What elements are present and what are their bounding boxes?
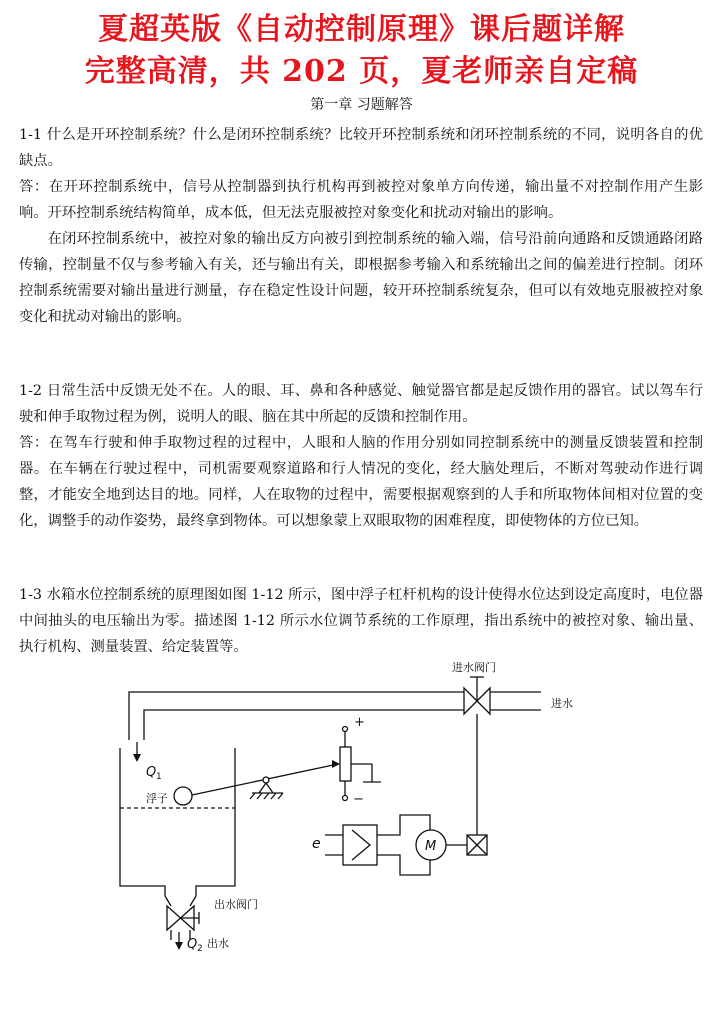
- float-label: 浮子: [146, 792, 168, 805]
- inlet-pipe-right: [490, 692, 541, 710]
- answer-1-1-text: 答：在开环控制系统中，信号从控制器到执行机构再到被控对象单方向传递，输出量不对控制作用产生影响。开环控制系统结构简单，成本低，但无法克服被控对象变化和扰动对输出的影响。: [19, 179, 703, 221]
- error-signal-label: e: [312, 836, 321, 852]
- question-1-2: [19, 378, 703, 534]
- outflow-arrowhead: [175, 942, 183, 950]
- question-1-1: [19, 122, 703, 330]
- question-1-1-text: 1-1 什么是开环控制系统？什么是闭环控制系统？比较开环控制系统和闭环控制系统的不同，说明各自的优缺点。: [19, 127, 703, 169]
- q2-subscript: 2: [197, 944, 203, 954]
- water-tank: [120, 748, 235, 896]
- outlet-label: 出水: [207, 937, 229, 950]
- inlet-valve-label: 进水阀门: [452, 661, 496, 674]
- outlet-valve-label: 出水阀门: [214, 898, 258, 911]
- amplifier-box: [343, 825, 377, 865]
- promo-banner-line-2: 完整高清，共 202 页，夏老师亲自定稿: [84, 54, 639, 89]
- inlet-valve-icon: [464, 677, 490, 714]
- chapter-title: 第一章 习题解答: [310, 97, 413, 113]
- inlet-label: 进水: [551, 697, 573, 710]
- amp-motor-wire-bottom: [377, 855, 430, 875]
- amp-motor-wire-top: [377, 815, 430, 835]
- outlet-valve-icon: [165, 896, 199, 940]
- inlet-pipe-inner-wall: [144, 710, 464, 740]
- question-1-3: [19, 582, 703, 660]
- motor-label: M: [425, 839, 437, 854]
- q2-label: Q: [187, 937, 198, 952]
- lever-arrowhead: [332, 760, 340, 768]
- q1-label: Q: [146, 765, 157, 780]
- inlet-pipe-outer-wall: [129, 692, 464, 740]
- question-1-3-text: 1-3 水箱水位控制系统的原理图如图 1-12 所示，图中浮子杠杆机构的设计使得水位达到设定高度时，电位器中间抽头的电压输出为零。描述图 1-12 所示水位调节系统的工作原理，指出系统中的被控对象、输出量、执行机构、测量装置、给定装置等。: [19, 587, 703, 655]
- question-1-2-text: 1-2 日常生活中反馈无处不在。人的眼、耳、鼻和各种感觉、触觉器官都是起反馈作用的器官。试以驾车行驶和伸手取物过程为例，说明人的眼、脑在其中所起的反馈和控制作用。: [19, 383, 703, 425]
- q1-subscript: 1: [156, 772, 162, 782]
- gearbox-icon: [467, 835, 487, 855]
- float-ball: [174, 787, 192, 805]
- potentiometer-icon: [340, 727, 381, 801]
- promo-banner-line-1: 夏超英版《自动控制原理》课后题详解: [98, 12, 625, 47]
- answer-1-2-text: 答：在驾车行驶和伸手取物过程的过程中，人眼和人脑的作用分别如同控制系统中的测量反馈装置和控制器。在车辆在行驶过程中，司机需要观察道路和行人情况的变化，经大脑处理后，不断对驾驶动作进行调整，才能安全地到达目的地。同样，人在取物的过程中，需要根据观察到的人手和所取物体间相对位置的变化，调整手的动作姿势，最终拿到物体。可以想象蒙上双眼取物的困难程度，即使物体的方位已知。: [19, 435, 703, 529]
- minus-sign: −: [353, 792, 364, 807]
- lever-pivot-icon: [250, 777, 283, 799]
- water-tank-control-diagram: [0, 650, 723, 960]
- inflow-arrowhead: [133, 754, 141, 762]
- answer-1-1-paragraph-2: 在闭环控制系统中，被控对象的输出反方向被引到控制系统的输入端，信号沿前向通路和反馈通路闭路传输，控制量不仅与参考输入有关，还与输出有关，即根据参考输入和系统输出之间的偏差进行控制。闭环控制系统需要对输出量进行测量，存在稳定性设计问题，较开环控制系统复杂，但可以有效地克服被控对象变化和扰动对输出的影响。: [19, 231, 703, 325]
- plus-sign: +: [354, 715, 365, 730]
